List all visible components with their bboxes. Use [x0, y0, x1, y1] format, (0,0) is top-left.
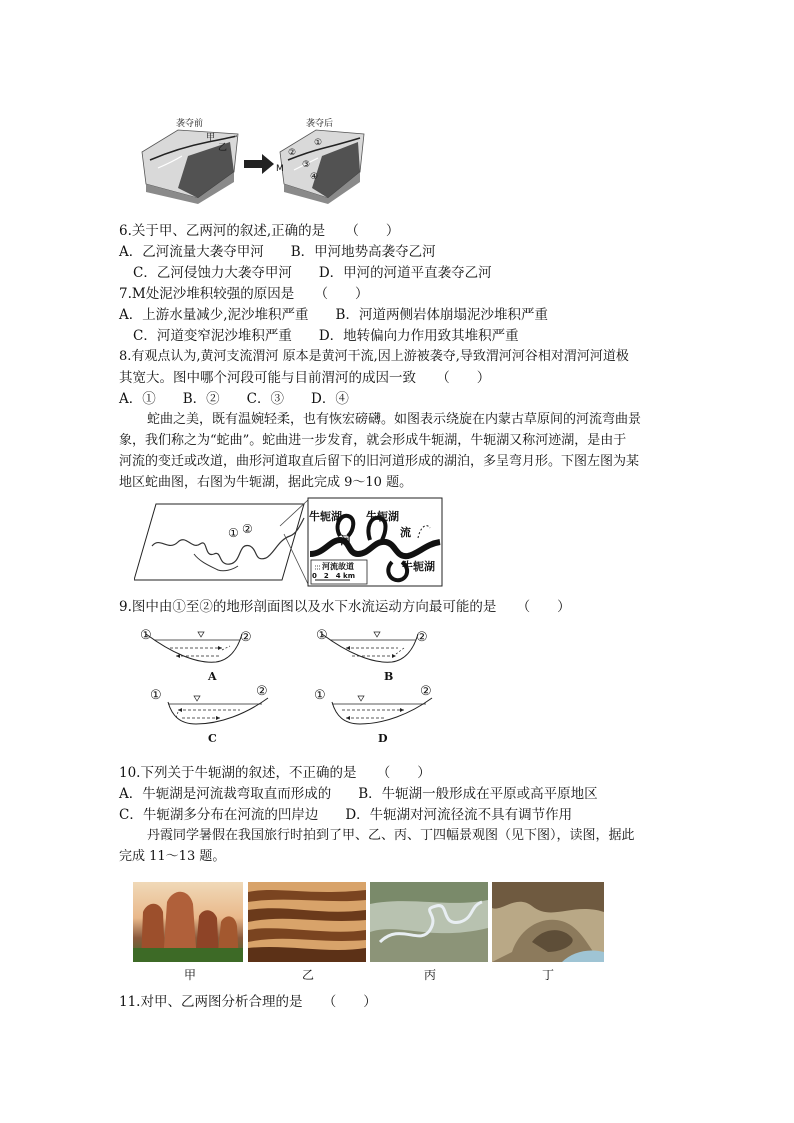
meander-map-frame	[134, 504, 304, 580]
q8-stem-line2: 其宽大。图中哪个河段可能与目前渭河的成因一致 （ ）	[119, 370, 491, 386]
q9-label-c: C	[208, 732, 217, 745]
river-yi-label: 乙	[218, 143, 228, 153]
oxbow-label-a: 牛轭湖	[309, 510, 342, 523]
q9-b-left-mark: ①	[316, 628, 328, 643]
q9-option-d-diagram	[314, 686, 444, 746]
photo-caption-jia: 甲	[184, 968, 197, 982]
passage2-line2: 完成 11～13 题。	[119, 849, 226, 864]
mark-3: ③	[302, 160, 311, 170]
q11-stem: 11.对甲、乙两图分析合理的是 （ ）	[119, 994, 377, 1010]
river-label-liu: 流	[400, 526, 411, 539]
photo-jia	[133, 882, 243, 962]
q9-c-left-mark: ①	[150, 688, 162, 703]
river-jia-label: 甲	[206, 133, 216, 143]
river-capture-figure	[138, 112, 368, 204]
passage-line2: 象，我们称之为“蛇曲”。蛇曲进一步发育，就会形成牛轭湖，牛轭湖又称河迹湖，是由于	[119, 433, 627, 448]
q7-options-ab: A．上游水量减少,泥沙堆积严重 B．河道两侧岩体崩塌泥沙堆积严重	[119, 307, 548, 323]
q10-options-ab: A．牛轭湖是河流裁弯取直而形成的 B．牛轭湖一般形成在平原或高平原地区	[119, 786, 598, 802]
photo-bing	[370, 882, 488, 962]
mark-2: ②	[288, 148, 297, 158]
after-label: 袭夺后	[306, 119, 334, 129]
q6-stem: 6.关于甲、乙两河的叙述,正确的是 （ ）	[119, 223, 400, 239]
q9-d-left-mark: ①	[314, 688, 326, 703]
oxbow-label-c: 牛轭湖	[402, 560, 435, 573]
oxbow-label-b: 牛轭湖	[366, 510, 399, 523]
q6-options-cd: C．乙河侵蚀力大袭夺甲河 D．甲河的河道平直袭夺乙河	[133, 265, 492, 281]
q7-stem: 7.M处泥沙堆积较强的原因是 （ ）	[119, 286, 369, 302]
scale-label: 0 2 4 km	[312, 572, 355, 580]
q6-options-ab: A．乙河流量大袭夺甲河 B．甲河地势高袭夺乙河	[119, 244, 436, 260]
q9-stem: 9.图中由①至②的地形剖面图以及水下水流运动方向最可能的是 （ ）	[119, 599, 571, 615]
photo-caption-bing: 丙	[424, 968, 437, 982]
q9-c-right-mark: ②	[256, 684, 268, 699]
river-label-he: 河	[340, 534, 351, 547]
q9-label-b: B	[384, 670, 394, 683]
q8-stem-line1: 8.有观点认为,黄河支流渭河 原本是黄河干流,因上游被袭夺,导致渭河河谷相对渭河河道极	[119, 349, 629, 364]
q9-d-right-mark: ②	[420, 684, 432, 699]
q9-b-right-mark: ②	[416, 630, 428, 645]
passage2-line1: 丹霞同学暑假在我国旅行时拍到了甲、乙、丙、丁四幅景观图（见下图），读图，据此	[147, 828, 635, 843]
before-label: 袭夺前	[176, 119, 204, 129]
meander-mark-2: ②	[242, 522, 253, 536]
q9-label-a: A	[208, 670, 217, 683]
legend-label: 河流故道	[322, 562, 354, 571]
q9-option-b-diagram	[316, 628, 436, 684]
q10-options-cd: C．牛轭湖多分布在河流的凹岸边 D．牛轭湖对河流径流不具有调节作用	[119, 807, 573, 823]
q9-a-left-mark: ①	[140, 628, 152, 643]
passage-line4: 地区蛇曲图，右图为牛轭湖，据此完成 9～10 题。	[119, 475, 413, 490]
q9-option-a-diagram	[140, 628, 260, 684]
photo-caption-yi: 乙	[302, 968, 315, 982]
q8-options: A．① B．② C．③ D．④	[119, 391, 349, 407]
q9-option-c-diagram	[150, 686, 280, 746]
q9-label-d: D	[378, 732, 388, 745]
photo-caption-ding: 丁	[542, 968, 555, 982]
mark-m-label: M	[276, 164, 284, 174]
q7-options-cd: C．河道变窄泥沙堆积严重 D．地转偏向力作用致其堆积严重	[133, 328, 519, 344]
q9-a-right-mark: ②	[240, 630, 252, 645]
passage-line1: 蛇曲之美，既有温婉轻柔，也有恢宏磅礴。如图表示绕旋在内蒙古草原间的河流弯曲景	[147, 412, 642, 427]
mark-1: ①	[314, 138, 323, 148]
photo-yi	[248, 882, 366, 962]
arrow-icon	[244, 154, 274, 174]
mark-4: ④	[310, 172, 319, 182]
q10-stem: 10.下列关于牛轭湖的叙述，不正确的是 （ ）	[119, 765, 431, 781]
photo-ding	[492, 882, 604, 962]
passage-line3: 河流的变迁或改道，曲形河道取直后留下的旧河道形成的湖泊，多呈弯月形。下图左图为某	[119, 454, 640, 469]
meander-figure	[134, 496, 444, 588]
meander-mark-1: ①	[228, 526, 239, 540]
